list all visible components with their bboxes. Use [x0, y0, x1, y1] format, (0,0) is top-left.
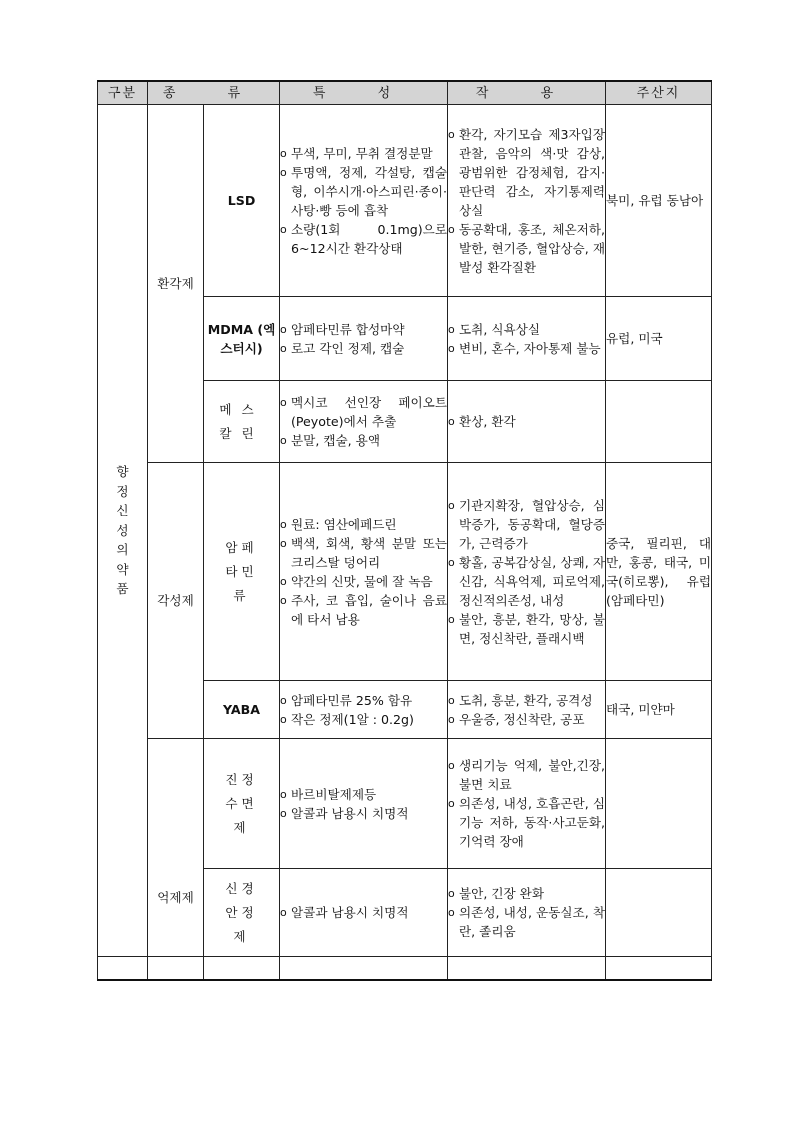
list-item: o 원료: 염산에페드린 — [280, 515, 447, 534]
list-item: o 소량(1회 0.1mg)으로 6~12시간 환각상태 — [280, 220, 447, 258]
drug-origin: 유럽, 미국 — [606, 297, 712, 381]
drug-name: LSD — [204, 105, 280, 297]
list-item: o 분말, 캡술, 용액 — [280, 431, 447, 450]
subgroup-depressant: 억제제 — [148, 739, 204, 957]
list-item: o 황홀, 공복감상실, 상쾌, 자신감, 식욕억제, 피로억제, 정신적의존성, 내성 — [448, 553, 605, 610]
list-item: o 약간의 신맛, 물에 잘 녹음 — [280, 572, 447, 591]
drug-name: 메스칼린 — [204, 381, 280, 463]
list-item: o 멕시코 선인장 페이오트(Peyote)에서 추출 — [280, 393, 447, 431]
subgroup-stimulant: 각성제 — [148, 463, 204, 739]
drug-name: 신경안정제 — [204, 869, 280, 957]
list-item: o 불안, 흥분, 환각, 망상, 불면, 정신착란, 플래시백 — [448, 610, 605, 648]
list-item: o 주사, 코 흡입, 술이나 음료에 타서 남용 — [280, 591, 447, 629]
list-item: o 생리기능 억제, 불안,긴장, 불면 치료 — [448, 756, 605, 794]
drug-properties — [280, 297, 448, 381]
drug-origin: 중국, 필리핀, 대만, 홍콩, 태국, 미국(히로뽕), 유럽(암페타민) — [606, 463, 712, 681]
list-item: o 의존성, 내성, 운동실조, 착란, 졸리움 — [448, 903, 605, 941]
header-property: 특 성 — [280, 81, 448, 105]
drug-origin: 태국, 미얀마 — [606, 681, 712, 739]
list-item: o 바르비탈제제등 — [280, 785, 447, 804]
list-item: o 작은 정제(1알 : 0.2g) — [280, 710, 447, 729]
list-item: o 알콜과 남용시 치명적 — [280, 804, 447, 823]
drug-origin — [606, 869, 712, 957]
drug-effects — [448, 463, 606, 681]
table-row — [98, 463, 712, 681]
table-row — [98, 739, 712, 869]
list-item: o 백색, 회색, 황색 분말 또는 크리스탈 덩어리 — [280, 534, 447, 572]
header-row — [98, 81, 712, 105]
drug-properties — [280, 381, 448, 463]
list-item: o 변비, 혼수, 자아통제 불능 — [448, 339, 605, 358]
drug-origin — [606, 739, 712, 869]
list-item: o 도취, 흥분, 환각, 공격성 — [448, 691, 605, 710]
drug-effects — [448, 681, 606, 739]
drug-effects — [448, 381, 606, 463]
drug-origin — [606, 381, 712, 463]
blank-row — [98, 957, 712, 981]
list-item: o 동공확대, 홍조, 체온저하, 발한, 현기증, 혈압상승, 재발성 환각질환 — [448, 220, 605, 277]
drug-name: YABA — [204, 681, 280, 739]
drug-effects — [448, 105, 606, 297]
list-item: o 환각, 자기모습 제3자입장 관찰, 음악의 색·맛 감상, 광범위한 감정체험, 감지·판단력 감소, 자기통제력 상실 — [448, 125, 605, 220]
drug-properties — [280, 681, 448, 739]
drug-properties — [280, 463, 448, 681]
table-row — [98, 105, 712, 297]
drug-effects — [448, 297, 606, 381]
list-item: o 환상, 환각 — [448, 412, 605, 431]
drug-effects — [448, 869, 606, 957]
drug-effects — [448, 739, 606, 869]
drug-name: MDMA (엑스터시) — [204, 297, 280, 381]
list-item: o 우울증, 정신착란, 공포 — [448, 710, 605, 729]
drug-name: 진정수면제 — [204, 739, 280, 869]
header-type: 종 류 — [148, 81, 280, 105]
group-label: 향정신성의약품 — [116, 464, 129, 597]
list-item: o 도취, 식욕상실 — [448, 320, 605, 339]
header-origin: 주산지 — [606, 81, 712, 105]
drug-origin: 북미, 유럽 동남아 — [606, 105, 712, 297]
subgroup-hallucinogen: 환각제 — [148, 105, 204, 463]
list-item: o 무색, 무미, 무취 결정분말 — [280, 144, 447, 163]
header-effect: 작 용 — [448, 81, 606, 105]
list-item: o 투명액, 정제, 각설탕, 캡술형, 이쑤시개·아스피린·종이·사탕·빵 등에 흡착 — [280, 163, 447, 220]
list-item: o 의존성, 내성, 호흡곤란, 심기능 저하, 동작·사고둔화, 기억력 장애 — [448, 794, 605, 851]
list-item: o 불안, 긴장 완화 — [448, 884, 605, 903]
list-item: o 알콜과 남용시 치명적 — [280, 903, 447, 922]
drug-classification-table — [97, 80, 712, 981]
drug-properties — [280, 739, 448, 869]
drug-name: 암페타민류 — [204, 463, 280, 681]
header-category: 구분 — [98, 81, 148, 105]
drug-properties — [280, 869, 448, 957]
list-item: o 로고 각인 정제, 캡술 — [280, 339, 447, 358]
list-item: o 암페타민류 25% 함유 — [280, 691, 447, 710]
drug-properties — [280, 105, 448, 297]
group-label-cell — [98, 105, 148, 957]
list-item: o 암페타민류 합성마약 — [280, 320, 447, 339]
list-item: o 기관지확장, 혈압상승, 심박증가, 동공확대, 혈당증가, 근력증가 — [448, 496, 605, 553]
